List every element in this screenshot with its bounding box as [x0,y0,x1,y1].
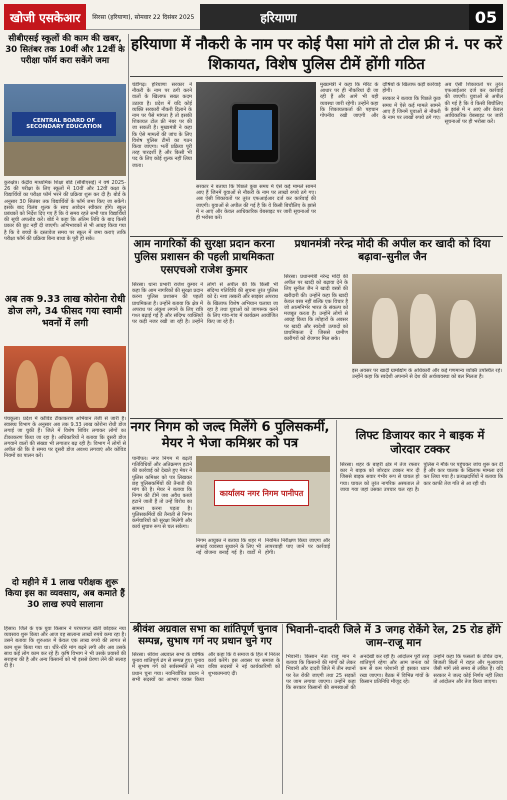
lead-text-2: सरकार ने बताया कि पिछले कुछ समय में ऐसे कई मामले सामने आए हैं जिनमें युवाओं से नौकरी के नाम पर लाखों रुपये ठगे गए। अब ऐसी शिकायतों पर तुरंत एफआईआर दर्ज कर कार्रवाई की जाएगी। युवाओं से अपील की गई है कि वे किसी बिचौलिए के झांसे में न आएं और केवल आधिकारिक वेबसाइट पर जारी सूचनाओं पर ही भरोसा करें। [196,184,316,222]
lead-text-1: चंडीगढ़। हरियाणा सरकार ने नौकरी के नाम पर ठगी करने वालों के खिलाफ सख्त कदम उठाया है। प्रदेश में यदि कोई व्यक्ति सरकारी नौकरी दिलाने के नाम पर पैसे मांगता है तो इसकी शिकायत टोल फ्री नंबर पर की जा सकती है। मुख्यमंत्री ने कहा कि ऐसे मामलों की जांच के लिए विशेष पुलिस टीमों का गठन किया जाएगा। भर्ती प्रक्रिया पूरी तरह पारदर्शी है और किसी भी पद के लिए कोई शुल्क नहीं लिया जाता। [132,82,192,169]
section-title: हरियाणा [200,4,469,30]
lead-body-col1 [132,82,192,234]
nagar-nigam-body-2 [196,538,330,618]
school-exam-body [4,180,126,290]
school-exam-headline: सीबीएसई स्कूलों की काम की खबर, 30 सितंबर तक 10वीं और 12वीं के परीक्षा फॉर्म करा सकेंगे जमा [5,34,125,66]
person-figure [86,362,108,408]
school-exam-text: कुरुक्षेत्र। केंद्रीय माध्यमिक शिक्षा बोर्ड (सीबीएसई) ने वर्ष 2025-26 की परीक्षा के लिए स्कूलों में 10वीं और 12वीं कक्षा के विद्यार्थियों का परीक्षा फॉर्म भरने की प्रक्रिया शुरू कर दी है। बोर्ड के अनुसार 30 सितंबर तक विद्यार्थियों के फॉर्म जमा किए जा सकेंगे। इसके बाद विलंब शुल्क के साथ आवेदन स्वीकार होंगे। स्कूल प्रबंधकों को निर्देश दिए गए हैं कि वे समय रहते सभी पात्र विद्यार्थियों की सूची अपलोड करें। बोर्ड ने कहा कि अंतिम तिथि के बाद किसी प्रकार की छूट नहीं दी जाएगी। अभिभावकों से भी आग्रह किया गया है कि वे बच्चों के दस्तावेज समय पर स्कूल में जमा कराएं ताकि परीक्षा फॉर्म की प्रक्रिया बिना बाधा के पूरी हो सके। [4,180,126,242]
vaccine-headline: अब तक 9.33 लाख कोरोना रोधी डोज लगे, 34 फीसद गया स्वामी भवनों में लगी [4,294,126,329]
nagar-nigam-text: पानीपत। नगर निगम में बढ़ती गतिविधियों और अतिक्रमण हटाने की कार्रवाई को देखते हुए मेयर ने पुलिस कमिश्नर को पत्र लिखकर छह पुलिसकर्मियों की तैनाती की मांग की है। मेयर ने बताया कि निगम की टीमें जब अवैध कब्जे हटाने जाती हैं तो उन्हें विरोध का सामना करना पड़ता है। पुलिसकर्मियों की तैनाती से निगम कर्मचारियों को सुरक्षा मिलेगी और कार्य सुचारु रूप से चल सकेगा। [132,456,192,531]
building-roof [196,456,330,472]
paper-logo: खोजी एसकेआर [4,4,86,30]
lead-body-col3 [320,82,503,234]
election-body [132,652,280,794]
protest-body [286,654,503,794]
accident-text: सिरसा। शहर के बाहरी क्षेत्र में तेज रफ्तार कार ने बाइक को जोरदार टक्कर मार दी जिससे बाइक सवार गंभीर रूप से घायल हो गया। घायल को तुरंत नागरिक अस्पताल ले जाया गया जहां उसका उपचार चल रहा है। पुलिस ने मौके पर पहुंचकर जांच शुरू कर दी है और कार चालक के खिलाफ मामला दर्ज कर लिया गया है। प्रत्यक्षदर्शियों ने बताया कि कार काफी तेज गति से आ रही थी। [340,462,503,493]
khadi-body-2 [352,368,502,416]
khadi-headline: प्रधानमंत्री नरेन्द्र मोदी की अपील कर खादी को दिया बढ़ावा–सुनील जैन [294,238,491,263]
accident-body [340,462,503,618]
person-figure [410,294,436,358]
business-text: हिसार। जिले के एक युवा किसान ने परंपरागत खेती छोड़कर नया व्यवसाय शुरू किया और आज वह सालाना लाखों रुपये कमा रहा है। उसने बताया कि शुरुआत में केवल एक लाख रुपये की लागत से काम शुरू किया गया था। धीरे-धीरे मांग बढ़ने लगी और अब उसके साथ कई लोग काम कर रहे हैं। कृषि विभाग ने भी उसके प्रयासों की सराहना की है और अन्य किसानों को भी इससे प्रेरणा लेने की सलाह दी है। [4,626,126,670]
school-building-photo [4,84,126,176]
lead-body-col2 [196,184,316,234]
lower-rule [130,622,503,623]
person-figure [372,298,398,358]
security-text: सिरसा। थाना प्रभारी राजेश कुमार ने कहा कि आम नागरिकों की सुरक्षा प्रदान करना पुलिस प्रशासन की पहली प्राथमिकता है। उन्होंने बताया कि क्षेत्र में अपराध पर अंकुश लगाने के लिए रात्रि गश्त बढ़ाई गई है और संदिग्ध व्यक्तियों पर कड़ी नजर रखी जा रही है। उन्होंने लोगों से अपील की कि किसी भी संदिग्ध गतिविधि की सूचना तुरंत पुलिस को दें। नशा तस्करी और साइबर अपराध के खिलाफ विशेष अभियान चलाया जा रहा है तथा युवाओं को जागरूक करने के लिए गांव-गांव में कार्यक्रम आयोजित किए जा रहे हैं। [132,282,278,326]
nagar-nigam-body [132,456,192,618]
vaccination-photo [4,346,126,412]
masthead [4,4,503,30]
page-number: 05 [469,4,503,30]
vaccine-body [4,416,126,574]
vaccine-text: पंचकूला। प्रदेश में कोविड टीकाकरण अभियान तेजी से जारी है। स्वास्थ्य विभाग के अनुसार अब तक 9.33 लाख कोरोना रोधी डोज लगाई जा चुकी हैं। जिले में विशेष शिविर लगाकर लोगों का टीकाकरण किया जा रहा है। अधिकारियों ने बताया कि दूसरी डोज लगवाने वालों की संख्या भी लगातार बढ़ रही है। विभाग ने लोगों से अपील की कि वे समय पर दूसरी डोज अवश्य लगवाएं और कोविड नियमों का पालन करें। [4,416,126,460]
lead-text-3: मुख्यमंत्री ने कहा कि मेरिट के आधार पर ही नौकरियां दी जा रही हैं और आगे भी यही व्यवस्था जारी रहेगी। उन्होंने कहा कि शिकायतकर्ता की पहचान गोपनीय रखी जाएगी और दोषियों के खिलाफ कड़ी कार्रवाई होगी। [320,82,441,120]
building-wall [4,142,126,176]
person-figure [450,300,476,358]
khadi-body [284,274,348,416]
lead-text-2b: सरकार ने बताया कि पिछले कुछ समय में ऐसे कई मामले सामने आए हैं जिनमें युवाओं से नौकरी के नाम पर लाखों रुपये ठगे गए। अब ऐसी शिकायतों पर तुरंत एफआईआर दर्ज कर कार्रवाई की जाएगी। युवाओं से अपील की गई है कि वे किसी बिचौलिए के झांसे में न आएं और केवल आधिकारिक वेबसाइट पर जारी सूचनाओं पर ही भरोसा करें। [382,82,503,126]
protest-text: भिवानी। किसान नेता राजू मान ने बताया कि किसानों की मांगों को लेकर भिवानी और दादरी जिले में तीन स्थानों पर रेल रोकी जाएगी तथा 25 सड़कों पर जाम लगाया जाएगा। उन्होंने कहा कि सरकार किसानों की समस्याओं की अनदेखी कर रही है। आंदोलन पूरी तरह शांतिपूर्ण रहेगा और आम जनता को कम से कम परेशानी हो इसका ध्यान रखा जाएगा। बैठक में विभिन्न गांवों के किसान प्रतिनिधि मौजूद रहे। [286,654,430,692]
khadi-event-photo [352,274,502,364]
nagar-nigam-text-2: निगम आयुक्त ने बताया कि शहर में सफाई व्यवस्था सुधारने के लिए भी नई योजना बनाई गई है। वार्डों में नियमित निरीक्षण किया जाएगा और लापरवाही पाए जाने पर कार्रवाई होगी। [196,538,330,557]
security-headline: आम नागरिकों की सुरक्षा प्रदान करना पुलिस प्रशासन की पहली प्राथमिकता एसएचओ राजेश कुमार [133,238,275,276]
business-body [4,626,126,794]
person-figure [50,356,72,408]
lead-headline: हरियाणा में नौकरी के नाम पर कोई पैसा मांगे तो टोल फ्री नं. पर करें शिकायत, विशेष पुलिस टीमें होंगी गठित [130,34,503,77]
date-line: सिरसा (हरियाणा), सोमवार 22 दिसंबर 2025 [86,4,200,30]
protest-headline: भिवानी–दादरी जिले में 3 जगह रोकेंगे रेल, 25 रोड होंगे जाम–राजू मान [286,624,501,649]
column-rule [336,420,337,620]
nagar-nigam-headline: नगर निगम को जल्द मिलेंगे 6 पुलिसकर्मी, मेयर ने भेजा कमिश्नर को पत्र [130,420,330,451]
khadi-text: सिरसा। प्रधानमंत्री नरेन्द्र मोदी की अपील पर खादी को बढ़ावा देने के लिए सुनील जैन ने खादी वस्त्रों की खरीदारी की। उन्होंने कहा कि खादी केवल वस्त्र नहीं बल्कि एक विचार है जो आत्मनिर्भर भारत के संकल्प को मजबूत करता है। उन्होंने लोगों से आग्रह किया कि त्योहारों के अवसर पर खादी और स्वदेशी उत्पादों को प्राथमिकता दें जिससे ग्रामीण कारीगरों को रोजगार मिल सके। [284,274,348,343]
column-rule [128,34,129,794]
election-headline: श्रीवंश अग्रवाल सभा का शांतिपूर्ण चुनाव सम्पन्न, सुभाष गर्ग नए प्रधान चुने गए [132,624,278,647]
protest-text-2: उन्होंने कहा कि फसलों के उचित दाम, बिजली बिलों में राहत और मुआवजा जैसी मांगें लंबे समय से लंबित हैं। यदि सरकार ने जल्द कोई निर्णय नहीं लिया तो आंदोलन और तेज किया जाएगा। [433,654,503,685]
nagar-nigam-office-photo [196,456,330,534]
nigam-banner: कार्यालय नगर निगम पानीपत [214,480,309,506]
mid-rule [130,418,503,419]
column-rule [282,624,283,794]
person-figure [16,360,38,408]
lead-bottom-rule [130,236,503,237]
phone-call-photo [196,82,316,180]
accident-headline: लिफ्ट डिजायर कार ने बाइक में जोरदार टक्कर [355,428,485,456]
business-headline: दो महीने में 1 लाख परीक्षक शुरू किया इस का व्यवसाय, अब कमाते हैं 30 लाख रुपये सालाना [5,578,125,610]
election-text: सिरसा। श्रीवंश अग्रवाल सभा के वार्षिक चुनाव शांतिपूर्ण ढंग से सम्पन्न हुए। चुनाव में सुभाष गर्ग को सर्वसम्मति से नया प्रधान चुना गया। नवनिर्वाचित प्रधान ने सभी सदस्यों का आभार व्यक्त किया और कहा कि वे समाज के हित में निरंतर कार्य करेंगे। इस अवसर पर समाज के वरिष्ठ सदस्यों ने नई कार्यकारिणी को शुभकामनाएं दीं। [132,652,280,683]
security-body [132,282,278,416]
khadi-text-2: इस अवसर पर खादी ग्रामोद्योग के अधिकारी और कई गणमान्य व्यक्ति उपस्थित रहे। उन्होंने कहा कि स्वदेशी अपनाने से देश की अर्थव्यवस्था को बल मिलता है। [352,368,502,381]
phone-screen [238,110,272,150]
cbse-board-sign: CENTRAL BOARD OF SECONDARY EDUCATION [12,112,116,136]
